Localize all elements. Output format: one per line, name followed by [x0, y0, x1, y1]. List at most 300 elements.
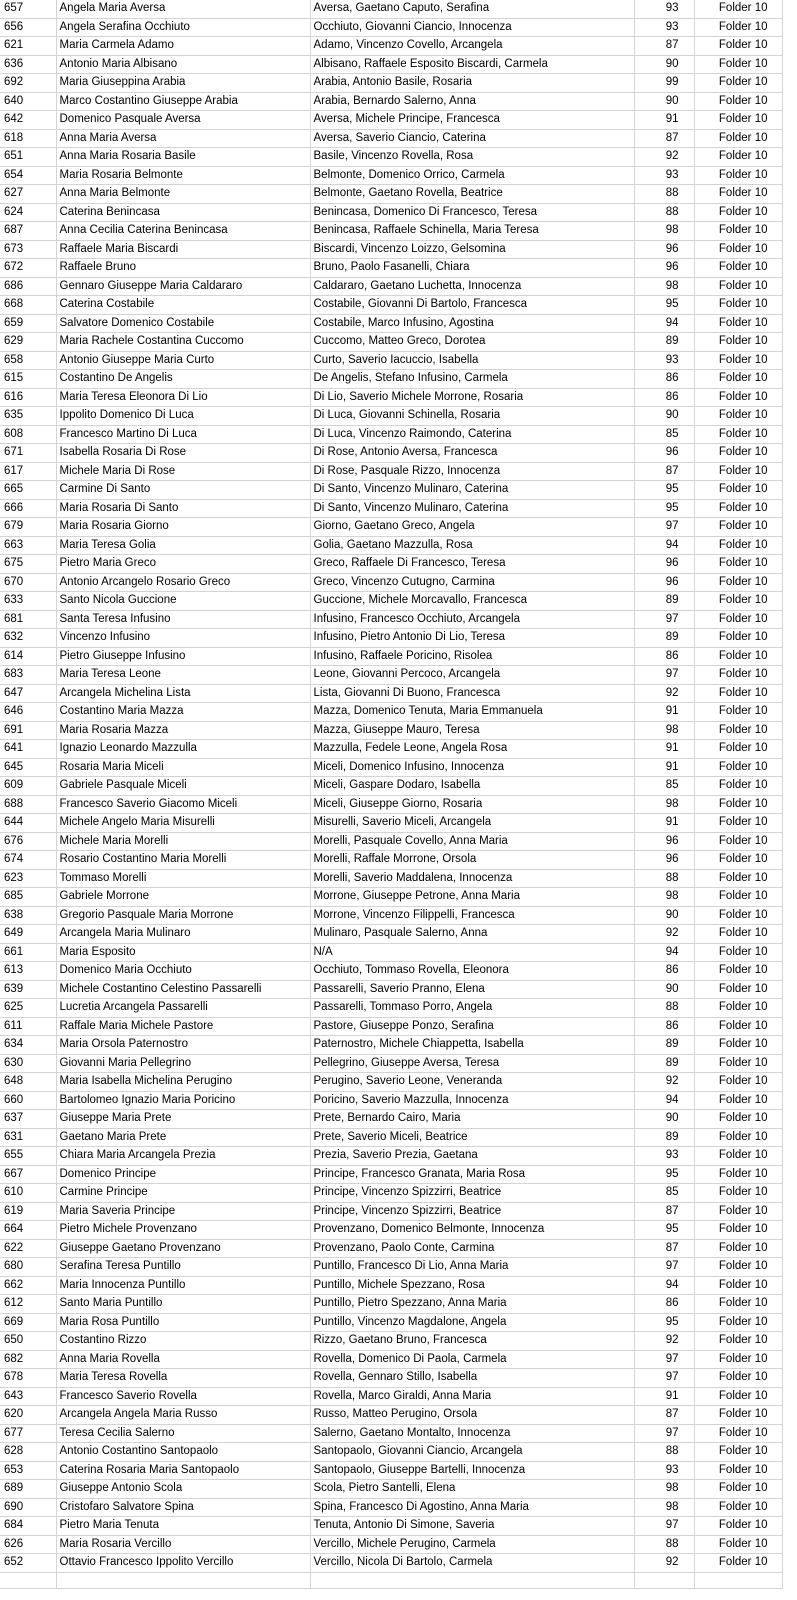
number-cell[interactable]: 96	[634, 832, 694, 851]
number-cell[interactable]: 94	[634, 1091, 694, 1110]
name-cell[interactable]: Ottavio Francesco Ippolito Vercillo	[56, 1554, 310, 1573]
parents-cell[interactable]: Puntillo, Michele Spezzano, Rosa	[310, 1276, 634, 1295]
name-cell[interactable]: Raffaele Bruno	[56, 259, 310, 278]
parents-cell[interactable]: Occhiuto, Giovanni Ciancio, Innocenza	[310, 18, 634, 37]
record-id-cell[interactable]: 680	[0, 1258, 56, 1277]
name-cell[interactable]: Maria Saveria Principe	[56, 1202, 310, 1221]
record-id-cell[interactable]: 670	[0, 573, 56, 592]
name-cell[interactable]: Teresa Cecilia Salerno	[56, 1424, 310, 1443]
number-cell[interactable]: 87	[634, 129, 694, 148]
number-cell[interactable]: 96	[634, 240, 694, 259]
record-id-cell[interactable]: 688	[0, 795, 56, 814]
folder-cell[interactable]: Folder 10	[694, 573, 782, 592]
name-cell[interactable]: Costantino Rizzo	[56, 1332, 310, 1351]
number-cell[interactable]: 92	[634, 1073, 694, 1092]
parents-cell[interactable]: Scola, Pietro Santelli, Elena	[310, 1480, 634, 1499]
folder-cell[interactable]: Folder 10	[694, 55, 782, 74]
record-id-cell[interactable]: 660	[0, 1091, 56, 1110]
name-cell[interactable]: Francesco Martino Di Luca	[56, 425, 310, 444]
parents-cell[interactable]: Di Rose, Antonio Aversa, Francesca	[310, 444, 634, 463]
parents-cell[interactable]: Passarelli, Tommaso Porro, Angela	[310, 999, 634, 1018]
record-id-cell[interactable]: 653	[0, 1461, 56, 1480]
number-cell[interactable]: 93	[634, 1147, 694, 1166]
parents-cell[interactable]: Salerno, Gaetano Montalto, Innocenza	[310, 1424, 634, 1443]
record-id-cell[interactable]: 610	[0, 1184, 56, 1203]
record-id-cell[interactable]: 608	[0, 425, 56, 444]
folder-cell[interactable]: Folder 10	[694, 851, 782, 870]
name-cell[interactable]: Giuseppe Gaetano Provenzano	[56, 1239, 310, 1258]
number-cell[interactable]: 98	[634, 1498, 694, 1517]
folder-cell[interactable]: Folder 10	[694, 129, 782, 148]
folder-cell[interactable]: Folder 10	[694, 1443, 782, 1462]
parents-cell[interactable]: Biscardi, Vincenzo Loizzo, Gelsomina	[310, 240, 634, 259]
name-cell[interactable]: Antonio Giuseppe Maria Curto	[56, 351, 310, 370]
record-id-cell[interactable]: 662	[0, 1276, 56, 1295]
record-id-cell[interactable]: 677	[0, 1424, 56, 1443]
parents-cell[interactable]: Giorno, Gaetano Greco, Angela	[310, 518, 634, 537]
number-cell[interactable]: 85	[634, 777, 694, 796]
parents-cell[interactable]: Cuccomo, Matteo Greco, Dorotea	[310, 333, 634, 352]
name-cell[interactable]: Gregorio Pasquale Maria Morrone	[56, 906, 310, 925]
parents-cell[interactable]: Arabia, Bernardo Salerno, Anna	[310, 92, 634, 111]
number-cell[interactable]: 91	[634, 758, 694, 777]
name-cell[interactable]: Salvatore Domenico Costabile	[56, 314, 310, 333]
folder-cell[interactable]: Folder 10	[694, 832, 782, 851]
parents-cell[interactable]: Principe, Vincenzo Spizzirri, Beatrice	[310, 1184, 634, 1203]
number-cell[interactable]: 97	[634, 610, 694, 629]
record-id-cell[interactable]: 655	[0, 1147, 56, 1166]
parents-cell[interactable]: Vercillo, Michele Perugino, Carmela	[310, 1535, 634, 1554]
record-id-cell[interactable]: 636	[0, 55, 56, 74]
parents-cell[interactable]: Aversa, Gaetano Caputo, Serafina	[310, 0, 634, 18]
name-cell[interactable]: Maria Isabella Michelina Perugino	[56, 1073, 310, 1092]
record-id-cell[interactable]: 618	[0, 129, 56, 148]
folder-cell[interactable]: Folder 10	[694, 1147, 782, 1166]
parents-cell[interactable]: Belmonte, Gaetano Rovella, Beatrice	[310, 185, 634, 204]
number-cell[interactable]: 86	[634, 962, 694, 981]
number-cell[interactable]: 86	[634, 1017, 694, 1036]
number-cell[interactable]: 93	[634, 1461, 694, 1480]
name-cell[interactable]: Cristofaro Salvatore Spina	[56, 1498, 310, 1517]
name-cell[interactable]: Arcangela Angela Maria Russo	[56, 1406, 310, 1425]
folder-cell[interactable]: Folder 10	[694, 1387, 782, 1406]
folder-cell[interactable]: Folder 10	[694, 92, 782, 111]
folder-cell[interactable]: Folder 10	[694, 425, 782, 444]
name-cell[interactable]: Michele Costantino Celestino Passarelli	[56, 980, 310, 999]
record-id-cell[interactable]: 637	[0, 1110, 56, 1129]
parents-cell[interactable]: Prezia, Saverio Prezia, Gaetana	[310, 1147, 634, 1166]
record-id-cell[interactable]: 609	[0, 777, 56, 796]
number-cell[interactable]: 99	[634, 74, 694, 93]
folder-cell[interactable]: Folder 10	[694, 499, 782, 518]
name-cell[interactable]: Arcangela Michelina Lista	[56, 684, 310, 703]
folder-cell[interactable]: Folder 10	[694, 18, 782, 37]
number-cell[interactable]: 95	[634, 1165, 694, 1184]
name-cell[interactable]: Carmine Di Santo	[56, 481, 310, 500]
name-cell[interactable]: Maria Teresa Rovella	[56, 1369, 310, 1388]
record-id-cell[interactable]: 621	[0, 37, 56, 56]
folder-cell[interactable]: Folder 10	[694, 1258, 782, 1277]
number-cell[interactable]: 93	[634, 18, 694, 37]
record-id-cell[interactable]: 690	[0, 1498, 56, 1517]
name-cell[interactable]: Maria Rosa Puntillo	[56, 1313, 310, 1332]
parents-cell[interactable]: Rizzo, Gaetano Bruno, Francesca	[310, 1332, 634, 1351]
record-id-cell[interactable]: 666	[0, 499, 56, 518]
folder-cell[interactable]: Folder 10	[694, 906, 782, 925]
number-cell[interactable]: 90	[634, 1110, 694, 1129]
name-cell[interactable]: Domenico Principe	[56, 1165, 310, 1184]
number-cell[interactable]: 89	[634, 1128, 694, 1147]
parents-cell[interactable]: De Angelis, Stefano Infusino, Carmela	[310, 370, 634, 389]
name-cell[interactable]: Gaetano Maria Prete	[56, 1128, 310, 1147]
record-id-cell[interactable]: 624	[0, 203, 56, 222]
folder-cell[interactable]: Folder 10	[694, 721, 782, 740]
parents-cell[interactable]: N/A	[310, 943, 634, 962]
parents-cell[interactable]: Leone, Giovanni Percoco, Arcangela	[310, 666, 634, 685]
folder-cell[interactable]: Folder 10	[694, 1424, 782, 1443]
folder-cell[interactable]: Folder 10	[694, 1369, 782, 1388]
record-id-cell[interactable]: 642	[0, 111, 56, 130]
name-cell[interactable]: Pietro Giuseppe Infusino	[56, 647, 310, 666]
record-id-cell[interactable]: 658	[0, 351, 56, 370]
parents-cell[interactable]: Provenzano, Paolo Conte, Carmina	[310, 1239, 634, 1258]
folder-cell[interactable]: Folder 10	[694, 555, 782, 574]
folder-cell[interactable]: Folder 10	[694, 1535, 782, 1554]
number-cell[interactable]: 94	[634, 314, 694, 333]
parents-cell[interactable]: Vercillo, Nicola Di Bartolo, Carmela	[310, 1554, 634, 1573]
number-cell[interactable]: 97	[634, 666, 694, 685]
number-cell[interactable]: 91	[634, 111, 694, 130]
record-id-cell[interactable]: 645	[0, 758, 56, 777]
folder-cell[interactable]: Folder 10	[694, 166, 782, 185]
number-cell[interactable]: 87	[634, 462, 694, 481]
parents-cell[interactable]: Puntillo, Vincenzo Magdalone, Angela	[310, 1313, 634, 1332]
name-cell[interactable]: Santo Nicola Guccione	[56, 592, 310, 611]
record-id-cell[interactable]: 634	[0, 1036, 56, 1055]
parents-cell[interactable]: Di Luca, Giovanni Schinella, Rosaria	[310, 407, 634, 426]
folder-cell[interactable]: Folder 10	[694, 296, 782, 315]
record-id-cell[interactable]: 663	[0, 536, 56, 555]
number-cell[interactable]: 95	[634, 1221, 694, 1240]
folder-cell[interactable]: Folder 10	[694, 999, 782, 1018]
folder-cell[interactable]: Folder 10	[694, 1091, 782, 1110]
folder-cell[interactable]: Folder 10	[694, 795, 782, 814]
record-id-cell[interactable]: 687	[0, 222, 56, 241]
record-id-cell[interactable]: 685	[0, 888, 56, 907]
name-cell[interactable]: Marco Costantino Giuseppe Arabia	[56, 92, 310, 111]
name-cell[interactable]: Maria Rosaria Giorno	[56, 518, 310, 537]
parents-cell[interactable]: Miceli, Gaspare Dodaro, Isabella	[310, 777, 634, 796]
record-id-cell[interactable]: 650	[0, 1332, 56, 1351]
folder-cell[interactable]: Folder 10	[694, 1036, 782, 1055]
number-cell[interactable]: 96	[634, 444, 694, 463]
number-cell[interactable]: 94	[634, 1276, 694, 1295]
name-cell[interactable]: Maria Orsola Paternostro	[56, 1036, 310, 1055]
parents-cell[interactable]: Russo, Matteo Perugino, Orsola	[310, 1406, 634, 1425]
folder-cell[interactable]: Folder 10	[694, 1221, 782, 1240]
name-cell[interactable]: Caterina Costabile	[56, 296, 310, 315]
parents-cell[interactable]: Di Santo, Vincenzo Mulinaro, Caterina	[310, 481, 634, 500]
record-id-cell[interactable]: 649	[0, 925, 56, 944]
parents-cell[interactable]: Santopaolo, Giovanni Ciancio, Arcangela	[310, 1443, 634, 1462]
record-id-cell[interactable]: 639	[0, 980, 56, 999]
number-cell[interactable]: 97	[634, 1517, 694, 1536]
folder-cell[interactable]: Folder 10	[694, 1313, 782, 1332]
number-cell[interactable]: 90	[634, 92, 694, 111]
folder-cell[interactable]: Folder 10	[694, 444, 782, 463]
record-id-cell[interactable]: 627	[0, 185, 56, 204]
number-cell[interactable]: 91	[634, 814, 694, 833]
number-cell[interactable]: 85	[634, 1184, 694, 1203]
parents-cell[interactable]: Curto, Saverio Iacuccio, Isabella	[310, 351, 634, 370]
folder-cell[interactable]: Folder 10	[694, 888, 782, 907]
parents-cell[interactable]: Greco, Raffaele Di Francesco, Teresa	[310, 555, 634, 574]
name-cell[interactable]: Anna Maria Aversa	[56, 129, 310, 148]
parents-cell[interactable]: Belmonte, Domenico Orrico, Carmela	[310, 166, 634, 185]
parents-cell[interactable]: Santopaolo, Giuseppe Bartelli, Innocenza	[310, 1461, 634, 1480]
folder-cell[interactable]: Folder 10	[694, 777, 782, 796]
record-id-cell[interactable]: 656	[0, 18, 56, 37]
number-cell[interactable]: 90	[634, 980, 694, 999]
parents-cell[interactable]: Morelli, Saverio Maddalena, Innocenza	[310, 869, 634, 888]
parents-cell[interactable]: Benincasa, Raffaele Schinella, Maria Teresa	[310, 222, 634, 241]
number-cell[interactable]: 94	[634, 943, 694, 962]
name-cell[interactable]: Domenico Maria Occhiuto	[56, 962, 310, 981]
record-id-cell[interactable]: 651	[0, 148, 56, 167]
parents-cell[interactable]: Prete, Bernardo Cairo, Maria	[310, 1110, 634, 1129]
name-cell[interactable]: Pietro Michele Provenzano	[56, 1221, 310, 1240]
record-id-cell[interactable]: 638	[0, 906, 56, 925]
record-id-cell[interactable]: 633	[0, 592, 56, 611]
name-cell[interactable]: Maria Teresa Leone	[56, 666, 310, 685]
folder-cell[interactable]: Folder 10	[694, 925, 782, 944]
name-cell[interactable]: Gabriele Morrone	[56, 888, 310, 907]
name-cell[interactable]: Giuseppe Antonio Scola	[56, 1480, 310, 1499]
record-id-cell[interactable]: 625	[0, 999, 56, 1018]
parents-cell[interactable]: Caldararo, Gaetano Luchetta, Innocenza	[310, 277, 634, 296]
number-cell[interactable]: 89	[634, 1054, 694, 1073]
record-id-cell[interactable]: 667	[0, 1165, 56, 1184]
folder-cell[interactable]: Folder 10	[694, 370, 782, 389]
folder-cell[interactable]: Folder 10	[694, 1239, 782, 1258]
record-id-cell[interactable]: 681	[0, 610, 56, 629]
number-cell[interactable]: 96	[634, 573, 694, 592]
name-cell[interactable]: Michele Maria Di Rose	[56, 462, 310, 481]
record-id-cell[interactable]: 647	[0, 684, 56, 703]
record-id-cell[interactable]: 664	[0, 1221, 56, 1240]
name-cell[interactable]: Anna Cecilia Caterina Benincasa	[56, 222, 310, 241]
parents-cell[interactable]: Costabile, Giovanni Di Bartolo, Francesca	[310, 296, 634, 315]
record-id-cell[interactable]: 615	[0, 370, 56, 389]
name-cell[interactable]: Michele Angelo Maria Misurelli	[56, 814, 310, 833]
parents-cell[interactable]: Rovella, Domenico Di Paola, Carmela	[310, 1350, 634, 1369]
number-cell[interactable]: 96	[634, 851, 694, 870]
folder-cell[interactable]: Folder 10	[694, 1295, 782, 1314]
number-cell[interactable]: 98	[634, 888, 694, 907]
record-id-cell[interactable]: 676	[0, 832, 56, 851]
parents-cell[interactable]: Di Santo, Vincenzo Mulinaro, Caterina	[310, 499, 634, 518]
number-cell[interactable]: 93	[634, 166, 694, 185]
record-id-cell[interactable]: 672	[0, 259, 56, 278]
record-id-cell[interactable]: 635	[0, 407, 56, 426]
name-cell[interactable]: Francesco Saverio Rovella	[56, 1387, 310, 1406]
folder-cell[interactable]: Folder 10	[694, 1017, 782, 1036]
parents-cell[interactable]: Di Luca, Vincenzo Raimondo, Caterina	[310, 425, 634, 444]
folder-cell[interactable]: Folder 10	[694, 1202, 782, 1221]
record-id-cell[interactable]: 619	[0, 1202, 56, 1221]
record-id-cell[interactable]: 617	[0, 462, 56, 481]
folder-cell[interactable]: Folder 10	[694, 351, 782, 370]
number-cell[interactable]: 98	[634, 277, 694, 296]
record-id-cell[interactable]: 692	[0, 74, 56, 93]
parents-cell[interactable]: Mazzulla, Fedele Leone, Angela Rosa	[310, 740, 634, 759]
folder-cell[interactable]: Folder 10	[694, 740, 782, 759]
parents-cell[interactable]: Guccione, Michele Morcavallo, Francesca	[310, 592, 634, 611]
name-cell[interactable]: Caterina Benincasa	[56, 203, 310, 222]
parents-cell[interactable]: Poricino, Saverio Mazzulla, Innocenza	[310, 1091, 634, 1110]
record-id-cell[interactable]: 673	[0, 240, 56, 259]
folder-cell[interactable]: Folder 10	[694, 536, 782, 555]
number-cell[interactable]: 87	[634, 1406, 694, 1425]
number-cell[interactable]: 89	[634, 592, 694, 611]
name-cell[interactable]: Pietro Maria Tenuta	[56, 1517, 310, 1536]
parents-cell[interactable]: Morelli, Raffale Morrone, Orsola	[310, 851, 634, 870]
folder-cell[interactable]: Folder 10	[694, 592, 782, 611]
number-cell[interactable]: 97	[634, 1350, 694, 1369]
parents-cell[interactable]: Mazza, Domenico Tenuta, Maria Emmanuela	[310, 703, 634, 722]
folder-cell[interactable]: Folder 10	[694, 0, 782, 18]
folder-cell[interactable]: Folder 10	[694, 1073, 782, 1092]
record-id-cell[interactable]: 641	[0, 740, 56, 759]
number-cell[interactable]: 93	[634, 0, 694, 18]
record-id-cell[interactable]: 686	[0, 277, 56, 296]
number-cell[interactable]: 88	[634, 185, 694, 204]
parents-cell[interactable]: Aversa, Saverio Ciancio, Caterina	[310, 129, 634, 148]
number-cell[interactable]: 98	[634, 222, 694, 241]
parents-cell[interactable]: Morrone, Giuseppe Petrone, Anna Maria	[310, 888, 634, 907]
name-cell[interactable]: Santa Teresa Infusino	[56, 610, 310, 629]
number-cell[interactable]: 97	[634, 1369, 694, 1388]
name-cell[interactable]: Antonio Arcangelo Rosario Greco	[56, 573, 310, 592]
folder-cell[interactable]: Folder 10	[694, 1184, 782, 1203]
number-cell[interactable]: 92	[634, 1332, 694, 1351]
number-cell[interactable]: 91	[634, 1387, 694, 1406]
name-cell[interactable]: Maria Esposito	[56, 943, 310, 962]
name-cell[interactable]: Raffale Maria Michele Pastore	[56, 1017, 310, 1036]
record-id-cell[interactable]: 640	[0, 92, 56, 111]
number-cell[interactable]: 98	[634, 721, 694, 740]
folder-cell[interactable]: Folder 10	[694, 37, 782, 56]
record-id-cell[interactable]: 654	[0, 166, 56, 185]
number-cell[interactable]: 95	[634, 296, 694, 315]
number-cell[interactable]: 87	[634, 1239, 694, 1258]
empty-cell[interactable]	[56, 1572, 310, 1588]
number-cell[interactable]: 88	[634, 1443, 694, 1462]
number-cell[interactable]: 86	[634, 370, 694, 389]
parents-cell[interactable]: Puntillo, Francesco Di Lio, Anna Maria	[310, 1258, 634, 1277]
number-cell[interactable]: 97	[634, 1424, 694, 1443]
parents-cell[interactable]: Principe, Vincenzo Spizzirri, Beatrice	[310, 1202, 634, 1221]
folder-cell[interactable]: Folder 10	[694, 481, 782, 500]
number-cell[interactable]: 97	[634, 518, 694, 537]
name-cell[interactable]: Caterina Rosaria Maria Santopaolo	[56, 1461, 310, 1480]
folder-cell[interactable]: Folder 10	[694, 703, 782, 722]
name-cell[interactable]: Anna Maria Rosaria Basile	[56, 148, 310, 167]
record-id-cell[interactable]: 675	[0, 555, 56, 574]
name-cell[interactable]: Tommaso Morelli	[56, 869, 310, 888]
name-cell[interactable]: Domenico Pasquale Aversa	[56, 111, 310, 130]
name-cell[interactable]: Maria Carmela Adamo	[56, 37, 310, 56]
empty-cell[interactable]	[694, 1572, 782, 1588]
record-id-cell[interactable]: 648	[0, 1073, 56, 1092]
record-id-cell[interactable]: 646	[0, 703, 56, 722]
folder-cell[interactable]: Folder 10	[694, 222, 782, 241]
record-id-cell[interactable]: 665	[0, 481, 56, 500]
folder-cell[interactable]: Folder 10	[694, 1554, 782, 1573]
empty-cell[interactable]	[634, 1572, 694, 1588]
name-cell[interactable]: Chiara Maria Arcangela Prezia	[56, 1147, 310, 1166]
name-cell[interactable]: Vincenzo Infusino	[56, 629, 310, 648]
folder-cell[interactable]: Folder 10	[694, 1110, 782, 1129]
record-id-cell[interactable]: 629	[0, 333, 56, 352]
parents-cell[interactable]: Passarelli, Saverio Pranno, Elena	[310, 980, 634, 999]
parents-cell[interactable]: Golia, Gaetano Mazzulla, Rosa	[310, 536, 634, 555]
parents-cell[interactable]: Mazza, Giuseppe Mauro, Teresa	[310, 721, 634, 740]
name-cell[interactable]: Rosario Costantino Maria Morelli	[56, 851, 310, 870]
folder-cell[interactable]: Folder 10	[694, 259, 782, 278]
number-cell[interactable]: 88	[634, 999, 694, 1018]
folder-cell[interactable]: Folder 10	[694, 647, 782, 666]
name-cell[interactable]: Maria Rosaria Vercillo	[56, 1535, 310, 1554]
record-id-cell[interactable]: 652	[0, 1554, 56, 1573]
name-cell[interactable]: Maria Rosaria Belmonte	[56, 166, 310, 185]
parents-cell[interactable]: Principe, Francesco Granata, Maria Rosa	[310, 1165, 634, 1184]
parents-cell[interactable]: Albisano, Raffaele Esposito Biscardi, Carmela	[310, 55, 634, 74]
folder-cell[interactable]: Folder 10	[694, 111, 782, 130]
name-cell[interactable]: Arcangela Maria Mulinaro	[56, 925, 310, 944]
number-cell[interactable]: 92	[634, 1554, 694, 1573]
parents-cell[interactable]: Miceli, Giuseppe Giorno, Rosaria	[310, 795, 634, 814]
name-cell[interactable]: Gabriele Pasquale Miceli	[56, 777, 310, 796]
folder-cell[interactable]: Folder 10	[694, 407, 782, 426]
folder-cell[interactable]: Folder 10	[694, 1350, 782, 1369]
number-cell[interactable]: 92	[634, 925, 694, 944]
parents-cell[interactable]: Morrone, Vincenzo Filippelli, Francesca	[310, 906, 634, 925]
name-cell[interactable]: Ippolito Domenico Di Luca	[56, 407, 310, 426]
folder-cell[interactable]: Folder 10	[694, 1276, 782, 1295]
record-id-cell[interactable]: 612	[0, 1295, 56, 1314]
folder-cell[interactable]: Folder 10	[694, 1517, 782, 1536]
name-cell[interactable]: Anna Maria Belmonte	[56, 185, 310, 204]
parents-cell[interactable]: Provenzano, Domenico Belmonte, Innocenza	[310, 1221, 634, 1240]
number-cell[interactable]: 91	[634, 740, 694, 759]
name-cell[interactable]: Maria Innocenza Puntillo	[56, 1276, 310, 1295]
record-id-cell[interactable]: 679	[0, 518, 56, 537]
number-cell[interactable]: 92	[634, 684, 694, 703]
parents-cell[interactable]: Pastore, Giuseppe Ponzo, Serafina	[310, 1017, 634, 1036]
folder-cell[interactable]: Folder 10	[694, 1406, 782, 1425]
folder-cell[interactable]: Folder 10	[694, 814, 782, 833]
folder-cell[interactable]: Folder 10	[694, 943, 782, 962]
name-cell[interactable]: Maria Giuseppina Arabia	[56, 74, 310, 93]
record-id-cell[interactable]: 659	[0, 314, 56, 333]
name-cell[interactable]: Michele Maria Morelli	[56, 832, 310, 851]
parents-cell[interactable]: Greco, Vincenzo Cutugno, Carmina	[310, 573, 634, 592]
number-cell[interactable]: 90	[634, 407, 694, 426]
parents-cell[interactable]: Di Rose, Pasquale Rizzo, Innocenza	[310, 462, 634, 481]
folder-cell[interactable]: Folder 10	[694, 148, 782, 167]
record-id-cell[interactable]: 630	[0, 1054, 56, 1073]
